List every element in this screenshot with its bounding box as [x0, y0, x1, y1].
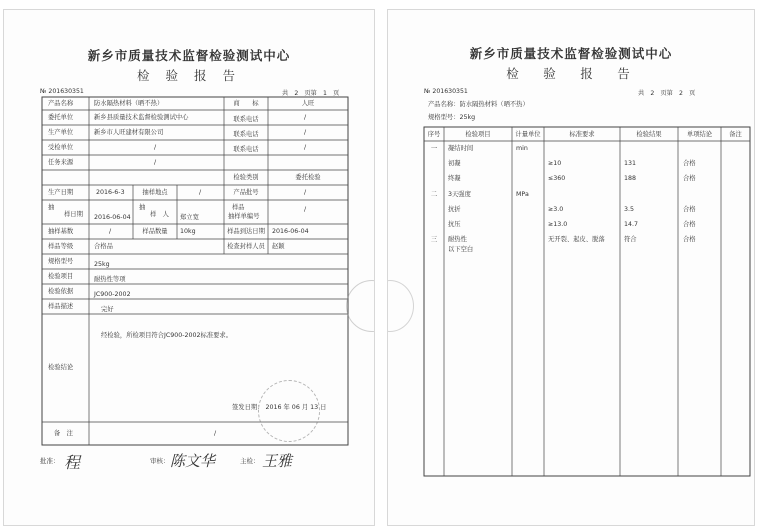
issue-date: 签发日期： 2016 年 06 月 13 日: [232, 404, 327, 411]
spec-line: 规格型号：25kg: [428, 114, 476, 121]
label-batch-no: 产品批号: [233, 189, 259, 196]
header-no: 序号: [427, 131, 441, 138]
label-client-phone: 联系电话: [233, 116, 259, 123]
label-items: 检验项目: [48, 273, 74, 280]
label-arrival-date: 样品到达日期: [227, 228, 265, 235]
value-sampling-site: /: [199, 189, 202, 196]
label-sample-person-a: 抽: [139, 204, 146, 211]
row-item: 抗折: [448, 206, 461, 213]
label-client: 委托单位: [48, 114, 74, 121]
value-sample-person: 郑立宽: [180, 214, 199, 221]
row-result: 符合: [624, 236, 637, 243]
value-inspected-phone: /: [304, 144, 307, 151]
row-item: 3天强度: [448, 191, 471, 198]
value-manufacturer: 新乡市人旺建材有限公司: [94, 129, 164, 136]
approve-label: 批准：: [40, 457, 60, 465]
value-arrival-date: 2016-06-04: [272, 228, 309, 235]
row-result: 131: [624, 160, 637, 167]
label-product-name: 产品名称: [48, 100, 74, 107]
row-verdict: 合格: [683, 221, 696, 228]
header-requirement: 标准要求: [569, 131, 595, 138]
value-sampling-base: /: [109, 228, 112, 235]
value-basis: JC900-2002: [94, 291, 131, 298]
value-batch-no: /: [304, 189, 307, 196]
value-client: 新乡县质量技术监督检验测试中心: [94, 114, 189, 121]
value-description: 完好: [101, 306, 114, 313]
report-number: № 201630351: [40, 88, 84, 95]
row-item: 初凝: [448, 160, 461, 167]
row-requirement: ≥3.0: [548, 206, 564, 213]
value-sample-date: 2016-06-04: [94, 214, 131, 221]
label-sampling-site: 抽样地点: [142, 189, 168, 196]
label-sealer: 检查封样人员: [227, 243, 265, 250]
label-inspected-phone: 联系电话: [233, 146, 259, 153]
value-manufacturer-phone: /: [304, 129, 307, 136]
row-result: 3.5: [624, 206, 635, 213]
row-no: 二: [430, 191, 438, 198]
row-result: 14.7: [624, 221, 639, 228]
report-page-2: [388, 10, 754, 525]
value-remarks: /: [214, 430, 217, 437]
label-sample-no-a: 样品: [232, 204, 245, 211]
org-title-2: 新乡市质量技术监督检验测试中心: [469, 46, 673, 61]
review-signature: 陈文华: [170, 452, 216, 470]
row-item: 终凝: [448, 175, 461, 182]
results-table-grid: [388, 10, 754, 525]
report-page-1: [4, 10, 374, 525]
row-result: 188: [624, 175, 637, 182]
value-conclusion: 经检验，所检项目符合JC900-2002标准要求。: [101, 332, 233, 339]
value-inspect-type: 委托检验: [295, 174, 321, 181]
label-conclusion: 检验结论: [48, 364, 74, 371]
row-item: 抗压: [448, 221, 461, 228]
label-sample-grade: 样品等级: [48, 243, 74, 250]
value-product-name: 防水隔热材料（晒不热）: [94, 100, 164, 107]
report-title: 检 验 报 告: [137, 68, 241, 83]
row-requirement: 无开裂、起皮、脱落: [548, 236, 605, 243]
label-sample-date-a: 抽: [48, 204, 55, 211]
label-inspect-type: 检验类别: [233, 174, 259, 181]
row-item-blank-marker: 以下空白: [448, 246, 474, 253]
label-sampling-base: 抽样基数: [48, 228, 74, 235]
label-sample-qty: 样品数量: [142, 228, 168, 235]
page-indicator-2: 共 2 页第 2 页: [638, 90, 696, 97]
header-result: 检验结果: [636, 131, 662, 138]
product-line: 产品名称：防水隔热材料（晒不热）: [428, 101, 529, 108]
label-spec: 规格型号: [48, 258, 74, 265]
row-no: 一: [430, 145, 438, 152]
header-verdict: 单项结论: [686, 131, 713, 138]
review-label: 审核：: [150, 457, 170, 465]
value-task-source: /: [154, 159, 157, 166]
label-manufacturer-phone: 联系电话: [233, 131, 259, 138]
label-manufacturer: 生产单位: [48, 129, 74, 136]
value-sample-no: /: [304, 206, 307, 213]
report-title-2: 检 验 报 告: [506, 66, 636, 81]
row-requirement: ≤360: [548, 175, 566, 182]
header-unit: 计量单位: [515, 131, 541, 138]
report-number-2: № 201630351: [424, 88, 468, 95]
row-verdict: 合格: [683, 206, 696, 213]
label-description: 样品描述: [48, 303, 74, 310]
row-verdict: 合格: [683, 175, 696, 182]
value-trademark: 人旺: [301, 100, 315, 107]
org-title: 新乡市质量技术监督检验测试中心: [87, 48, 291, 63]
main-inspector-label: 主检：: [240, 457, 260, 465]
label-trademark: 商 标: [233, 100, 259, 107]
row-unit: min: [516, 145, 528, 152]
row-requirement: ≥13.0: [548, 221, 568, 228]
row-unit: MPa: [516, 191, 529, 198]
official-seal-stamp: [258, 380, 320, 442]
label-basis: 检验依据: [48, 288, 74, 295]
row-verdict: 合格: [683, 236, 696, 243]
value-client-phone: /: [304, 114, 307, 121]
label-task-source: 任务来源: [48, 159, 74, 166]
value-sealer: 赵颖: [272, 243, 285, 250]
value-spec: 25kg: [94, 261, 110, 268]
value-production-date: 2016-6-3: [96, 189, 125, 196]
value-items: 耐热性等项: [94, 276, 126, 283]
main-inspector-signature: 王雅: [262, 452, 293, 470]
label-production-date: 生产日期: [48, 189, 74, 196]
label-inspected-unit: 受检单位: [48, 144, 74, 151]
value-sample-qty: 10kg: [180, 228, 196, 235]
approve-signature: 程: [64, 453, 81, 472]
row-item: 耐热性: [448, 236, 467, 243]
row-item: 凝结时间: [448, 145, 474, 152]
value-inspected-unit: /: [154, 144, 157, 151]
label-sample-date-b: 样日期: [64, 211, 83, 218]
row-no: 三: [430, 236, 438, 243]
label-sample-no-b: 抽样单编号: [228, 213, 260, 220]
row-requirement: ≥10: [548, 160, 562, 167]
header-remarks: 备注: [729, 131, 742, 138]
page-indicator: 共 2 页第 1 页: [282, 90, 340, 97]
value-sample-grade: 合格品: [94, 243, 113, 250]
row-verdict: 合格: [683, 160, 696, 167]
form-table-grid: [4, 10, 374, 525]
header-item: 检验项目: [465, 131, 491, 138]
label-sample-person-b: 样 人: [150, 211, 169, 218]
label-remarks: 备 注: [54, 430, 73, 437]
